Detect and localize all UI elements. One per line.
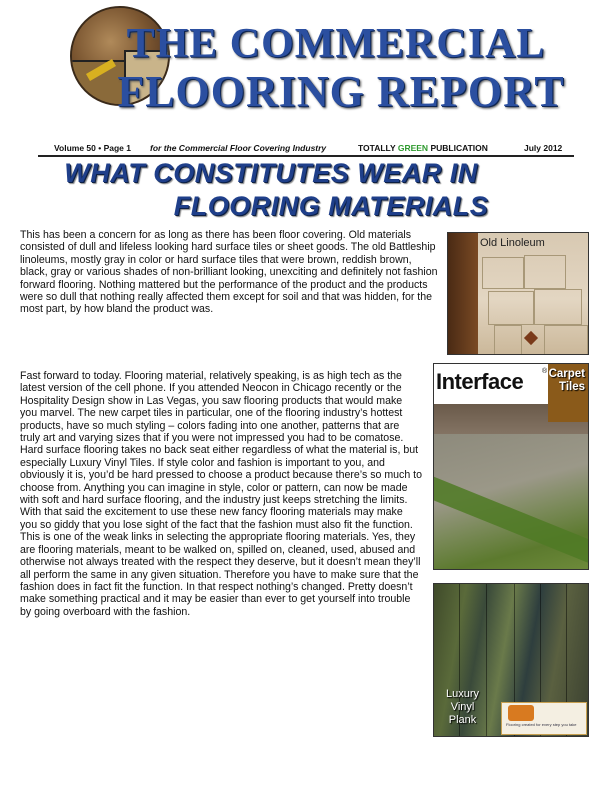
info-bar <box>54 142 574 156</box>
vinyl-caption <box>446 688 479 727</box>
volume-page: Volume 50 • Page 1 <box>54 143 131 153</box>
carpet-caption-line2: Tiles <box>559 381 585 393</box>
linoleum-caption: Old Linoleum <box>480 237 545 249</box>
headline-line2: FLOORING MATERIALS <box>173 191 489 221</box>
publication-suffix: PUBLICATION <box>428 143 488 153</box>
publication-green: GREEN <box>397 143 429 153</box>
luxury-vinyl-plank-photo <box>433 583 589 737</box>
industry-tagline: for the Commercial Floor Covering Industry <box>150 143 327 153</box>
headline-line1: WHAT CONSTITUTES WEAR IN <box>64 158 478 188</box>
vinyl-caption-line3: Plank <box>448 714 477 726</box>
certification-badge <box>501 702 587 735</box>
carpet-tiles-photo <box>433 363 589 570</box>
cert-tagline: Flooring created for every step you take <box>506 722 577 727</box>
green-publication <box>358 143 488 153</box>
issue-date: July 2012 <box>524 143 563 153</box>
masthead-title-line2: FLOORING REPORT <box>117 67 565 116</box>
interface-registered-mark: ® <box>542 368 548 375</box>
vinyl-caption-line2: Vinyl <box>450 701 475 713</box>
masthead-divider <box>38 155 574 157</box>
vinyl-caption-line1: Luxury <box>446 688 480 700</box>
old-linoleum-photo <box>447 232 589 355</box>
carpet-caption <box>549 368 585 394</box>
carpet-caption-line1: Carpet <box>548 368 585 380</box>
article-paragraph-1: This has been a concern for as long as there has been floor covering. Old materials consisted of dull and lifeless looking hard surface tiles or sheet goods. The old Battleship linoleums, mostly gray in color or hard surface tiles that were brown, reddish brown, black, gray or various shades of non-brilliant looking, unexciting and definitely not fashion forward flooring. Nothing mattered but the performance of the product and the products were so dull that nothing really affected them except for soil and that was hidden, for the most part, by how bland the product was. <box>20 229 438 316</box>
publication-prefix: TOTALLY <box>358 143 398 153</box>
interface-logo <box>434 364 552 404</box>
article-paragraph-2: Fast forward to today. Flooring material, relatively speaking, is as high tech as the latest version of the cell phone. If you attended Neocon in Chicago recently or the Hospitality Design show in Las Vegas, you saw flooring products that would make you marvel. The new carpet tiles in particular, one of the flooring industry’s hottest products, have so much styling – colors fading into one another, patterns that are truly art and varying sizes that if you were not impressed you had to be comatose. Hard surface flooring takes no back seat either regardless of what the material is, but especially Luxury Vinyl Tiles. If style color and fashion is important to you, and obviously it is, you’d be hard pressed to choose a product because there’s so much to choose from. Anything you can imagine in style, color or pattern, can now be made with soft and hard surface flooring, and the industry just keeps stretching the limits. With that said the excitement to use these new fancy flooring materials may make you so giddy that you lose sight of the fact that the fashion must also fit the function. This is one of the weak links in selecting the appropriate flooring materials. Yes, they are flooring materials, meant to be walked on, spilled on, cleaned, used, abused and otherwise not always treated with the respect they deserve, but it doesn’t mean they’ll all perform the same in any given situation. Therefore you have to make sure that the fashion does in fact fit the function. In that respect nothing’s changed. Pretty doesn’t make something practical and it may be easier than ever to get yourself into trouble by going overboard with the fashion. <box>20 370 423 618</box>
brand-badge-icon <box>508 705 534 721</box>
masthead-title-line1: THE COMMERCIAL <box>126 21 546 67</box>
interface-brand: Interface <box>436 369 524 394</box>
